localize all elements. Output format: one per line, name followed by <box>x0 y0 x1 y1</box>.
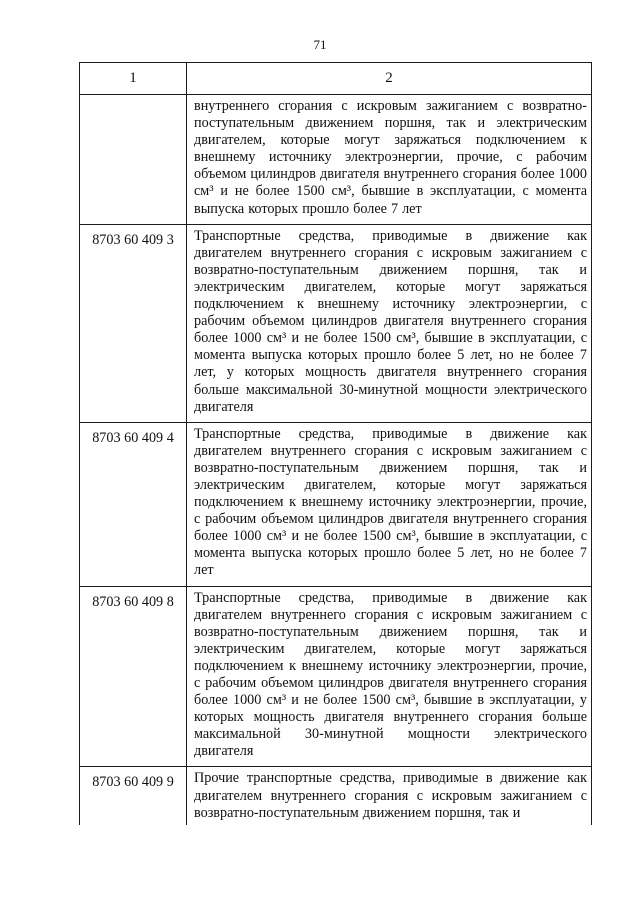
table-row <box>80 586 592 767</box>
description-cell: внутреннего сгорания с искровым зажиганием с возвратно-поступательным движением поршня, так и электрическим двигателем, которые могут заряжаться подключением к внешнему источнику электроэнергии, прочие, с рабочим объемом цилиндров двигателя внутреннего сгорания более 1000 см³ и не более 1500 см³, бывшие в эксплуатации, с момента выпуска которых прошло более 7 лет <box>187 95 592 225</box>
description-cell: Транспортные средства, приводимые в движение как двигателем внутреннего сгорания с искровым зажиганием с возвратно-поступательным движением поршня, так и электрическим двигателем, которые могут заряжаться подключением к внешнему источнику электроэнергии, с рабочим объемом цилиндров двигателя внутреннего сгорания более 1000 см³ и не более 1500 см³, бывшие в эксплуатации, с момента выпуска которых прошло более 5 лет, но не более 7 лет, у которых мощность двигателя внутреннего сгорания больше максимальной 30-минутной мощности электрического двигателя <box>187 224 592 422</box>
commodity-code-cell <box>80 95 187 225</box>
column-header-code: 1 <box>80 63 187 95</box>
commodity-code-cell: 8703 60 409 8 <box>80 586 187 767</box>
tariff-table <box>79 62 592 825</box>
table-row <box>80 767 592 825</box>
table-row <box>80 224 592 422</box>
page-number: 71 <box>313 37 327 52</box>
commodity-code-cell: 8703 60 409 3 <box>80 224 187 422</box>
table-header-row <box>80 63 592 95</box>
table-row <box>80 95 592 225</box>
description-cell: Транспортные средства, приводимые в движение как двигателем внутреннего сгорания с искровым зажиганием с возвратно-поступательным движением поршня, так и электрическим двигателем, которые могут заряжаться подключением к внешнему источнику электроэнергии, прочие, с рабочим объемом цилиндров двигателя внутреннего сгорания более 1000 см³ и не более 1500 см³, бывшие в эксплуатации, у которых мощность двигателя внутреннего сгорания больше максимальной 30-минутной мощности электрического двигателя <box>187 586 592 767</box>
description-cell: Прочие транспортные средства, приводимые в движение как двигателем внутреннего сгорания с искровым зажиганием с возвратно-поступательным движением поршня, так и <box>187 767 592 825</box>
commodity-code-cell: 8703 60 409 9 <box>80 767 187 825</box>
commodity-code-cell: 8703 60 409 4 <box>80 422 187 586</box>
column-header-description: 2 <box>187 63 592 95</box>
table-row <box>80 422 592 586</box>
description-cell: Транспортные средства, приводимые в движение как двигателем внутреннего сгорания с искровым зажиганием с возвратно-поступательным движением поршня, так и электрическим двигателем, которые могут заряжаться подключением к внешнему источнику электроэнергии, прочие, с рабочим объемом цилиндров двигателя внутреннего сгорания более 1000 см³ и не более 1500 см³, бывшие в эксплуатации, с момента выпуска которых прошло более 5 лет, но не более 7 лет <box>187 422 592 586</box>
